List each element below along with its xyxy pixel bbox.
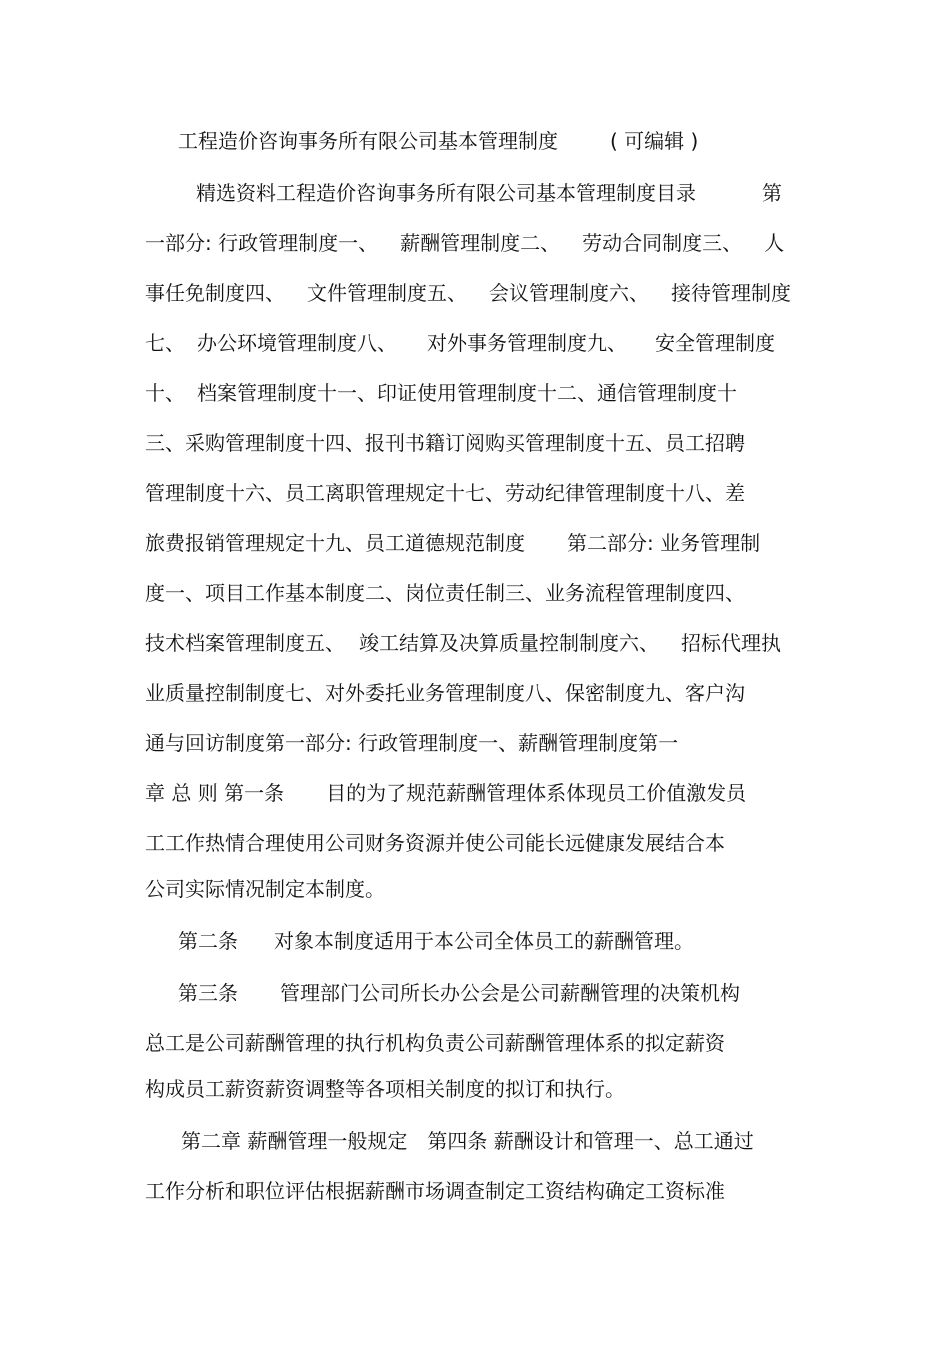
text-line <box>145 476 745 510</box>
text-fragment: 构成员工薪资薪资调整等各项相关制度的拟订和执行。 <box>145 1077 625 1101</box>
text-fragment: 通与回访制度第一部分: 行政管理制度一、薪酬管理制度第一 <box>145 731 679 755</box>
text-line <box>145 426 745 460</box>
document-title-line <box>178 124 698 158</box>
text-line <box>145 626 781 660</box>
text-fragment: 第二部分: 业务管理制 <box>567 531 761 555</box>
text-line <box>145 826 725 860</box>
text-fragment: 第三条 <box>178 981 238 1005</box>
text-fragment: 竣工结算及决算质量控制制度六、 <box>359 631 659 655</box>
document-title-suffix: ( 可编辑 ) <box>610 129 699 153</box>
text-fragment: 接待管理制度 <box>671 281 791 305</box>
text-fragment: 人 <box>764 231 785 255</box>
text-fragment: 劳动合同制度三、 <box>582 231 743 255</box>
text-fragment: 一部分: 行政管理制度一、 <box>145 231 379 255</box>
text-line <box>145 776 746 810</box>
text-line <box>145 576 745 610</box>
text-line <box>178 976 740 1010</box>
text-fragment: 第 <box>762 181 782 205</box>
text-fragment: 对外事务管理制度九、 <box>427 331 627 355</box>
text-fragment: 招标代理执 <box>681 631 781 655</box>
text-line <box>145 276 791 310</box>
text-line <box>145 526 760 560</box>
text-fragment: 度一、项目工作基本制度二、岗位责任制三、业务流程管理制度四、 <box>145 581 745 605</box>
text-fragment: 档案管理制度十一、印证使用管理制度十二、通信管理制度十 <box>197 381 737 405</box>
text-fragment: 对象本制度适用于本公司全体员工的薪酬管理。 <box>274 929 694 953</box>
text-fragment: 薪酬管理制度二、 <box>400 231 561 255</box>
text-line <box>145 676 745 710</box>
text-fragment: 安全管理制度 <box>655 331 775 355</box>
text-line <box>145 376 737 410</box>
text-fragment: 旅费报销管理规定十九、员工道德规范制度 <box>145 531 525 555</box>
text-fragment: 管理部门公司所长办公会是公司薪酬管理的决策机构 <box>280 981 740 1005</box>
text-fragment: 工作分析和职位评估根据薪酬市场调查制定工资结构确定工资标准 <box>145 1179 725 1203</box>
text-line <box>178 924 694 958</box>
text-line <box>145 1072 625 1106</box>
text-line <box>145 1026 725 1060</box>
text-line <box>145 726 678 760</box>
text-fragment: 第四条 薪酬设计和管理一、总工通过 <box>427 1129 754 1153</box>
text-fragment: 会议管理制度六、 <box>489 281 649 305</box>
text-fragment: 办公环境管理制度八、 <box>197 331 397 355</box>
text-line <box>145 226 784 260</box>
text-fragment: 章 总 则 第一条 <box>145 781 285 805</box>
document-title: 工程造价咨询事务所有限公司基本管理制度 <box>178 129 558 153</box>
text-fragment: 管理制度十六、员工离职管理规定十七、劳动纪律管理制度十八、差 <box>145 481 745 505</box>
text-fragment: 事任免制度四、 <box>145 281 285 305</box>
text-fragment: 业质量控制制度七、对外委托业务管理制度八、保密制度九、客户沟 <box>145 681 745 705</box>
text-fragment: 公司实际情况制定本制度。 <box>145 877 385 901</box>
text-fragment: 十、 <box>145 381 185 405</box>
text-line <box>196 176 782 210</box>
text-line <box>181 1124 754 1158</box>
text-fragment: 工工作热情合理使用公司财务资源并使公司能长远健康发展结合本 <box>145 831 725 855</box>
text-fragment: 技术档案管理制度五、 <box>145 631 345 655</box>
text-fragment: 第二章 薪酬管理一般规定 <box>181 1129 408 1153</box>
text-fragment: 总工是公司薪酬管理的执行机构负责公司薪酬管理体系的拟定薪资 <box>145 1031 725 1055</box>
text-fragment: 目的为了规范薪酬管理体系体现员工价值激发员 <box>326 781 747 805</box>
text-fragment: 第二条 <box>178 929 238 953</box>
text-line <box>145 872 385 906</box>
text-fragment: 三、采购管理制度十四、报刊书籍订阅购买管理制度十五、员工招聘 <box>145 431 745 455</box>
text-fragment: 精选资料工程造价咨询事务所有限公司基本管理制度目录 <box>196 181 696 205</box>
text-line <box>145 326 775 360</box>
text-fragment: 七、 <box>145 331 185 355</box>
text-line <box>145 1174 725 1208</box>
text-fragment: 文件管理制度五、 <box>307 281 467 305</box>
